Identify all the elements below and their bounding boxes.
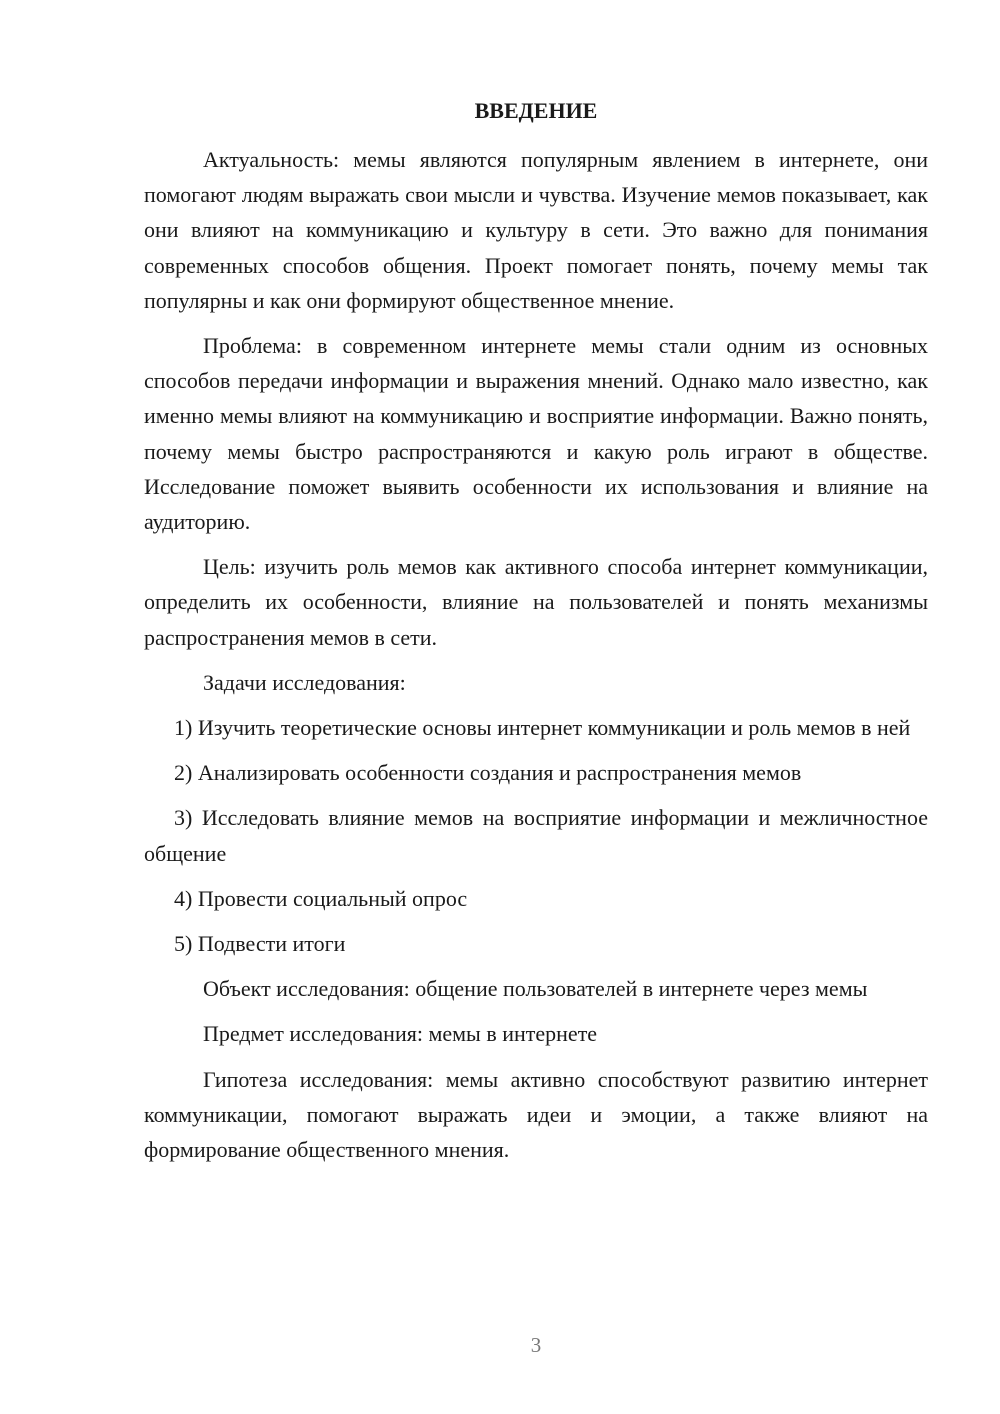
task-item-3: 3) Исследовать влияние мемов на восприятие информации и межличностное общение	[144, 805, 928, 866]
paragraph-hypothesis: Гипотеза исследования: мемы активно способствуют развитию интернет коммуникации, помогают выражать идеи и эмоции, а также влияют на формирование общественного мнения.	[144, 1066, 928, 1163]
tasks-heading: Задачи исследования:	[203, 669, 406, 695]
task-item-4: 4) Провести социальный опрос	[174, 885, 468, 911]
paragraph-goal: Цель: изучить роль мемов как активного способа интернет коммуникации, определить их особенности, влияние на пользователей и понять механизмы распространения мемов в сети.	[144, 554, 928, 650]
task-item-2: 2) Анализировать особенности создания и распространения мемов	[174, 760, 802, 786]
task-item-1: 1) Изучить теоретические основы интернет коммуникации и роль мемов в ней	[174, 715, 911, 741]
section-title: ВВЕДЕНИЕ	[474, 98, 598, 123]
body-text	[144, 142, 928, 1177]
task-item-5: 5) Подвести итоги	[174, 931, 346, 957]
paragraph-relevance: Актуальность: мемы являются популярным явлением в интернете, они помогают людям выражать свои мысли и чувства. Изучение мемов показывает, как они влияют на коммуникацию и культуру в сети. Это важно для понимания современных способов общения. Проект помогает понять, почему мемы так популярны и как они формируют общественное мнение.	[144, 147, 928, 313]
paragraph-object: Объект исследования: общение пользователей в интернете через мемы	[203, 976, 868, 1002]
page-number: 3	[530, 1333, 542, 1357]
paragraph-subject: Предмет исследования: мемы в интернете	[203, 1021, 598, 1047]
paragraph-problem: Проблема: в современном интернете мемы стали одним из основных способов передачи информации и выражения мнений. Однако мало известно, как именно мемы влияют на коммуникацию и восприятие информации. Важно понять, почему мемы быстро распространяются и какую роль играют в обществе. Исследование поможет выявить особенности их использования и влияние на аудиторию.	[144, 333, 928, 535]
